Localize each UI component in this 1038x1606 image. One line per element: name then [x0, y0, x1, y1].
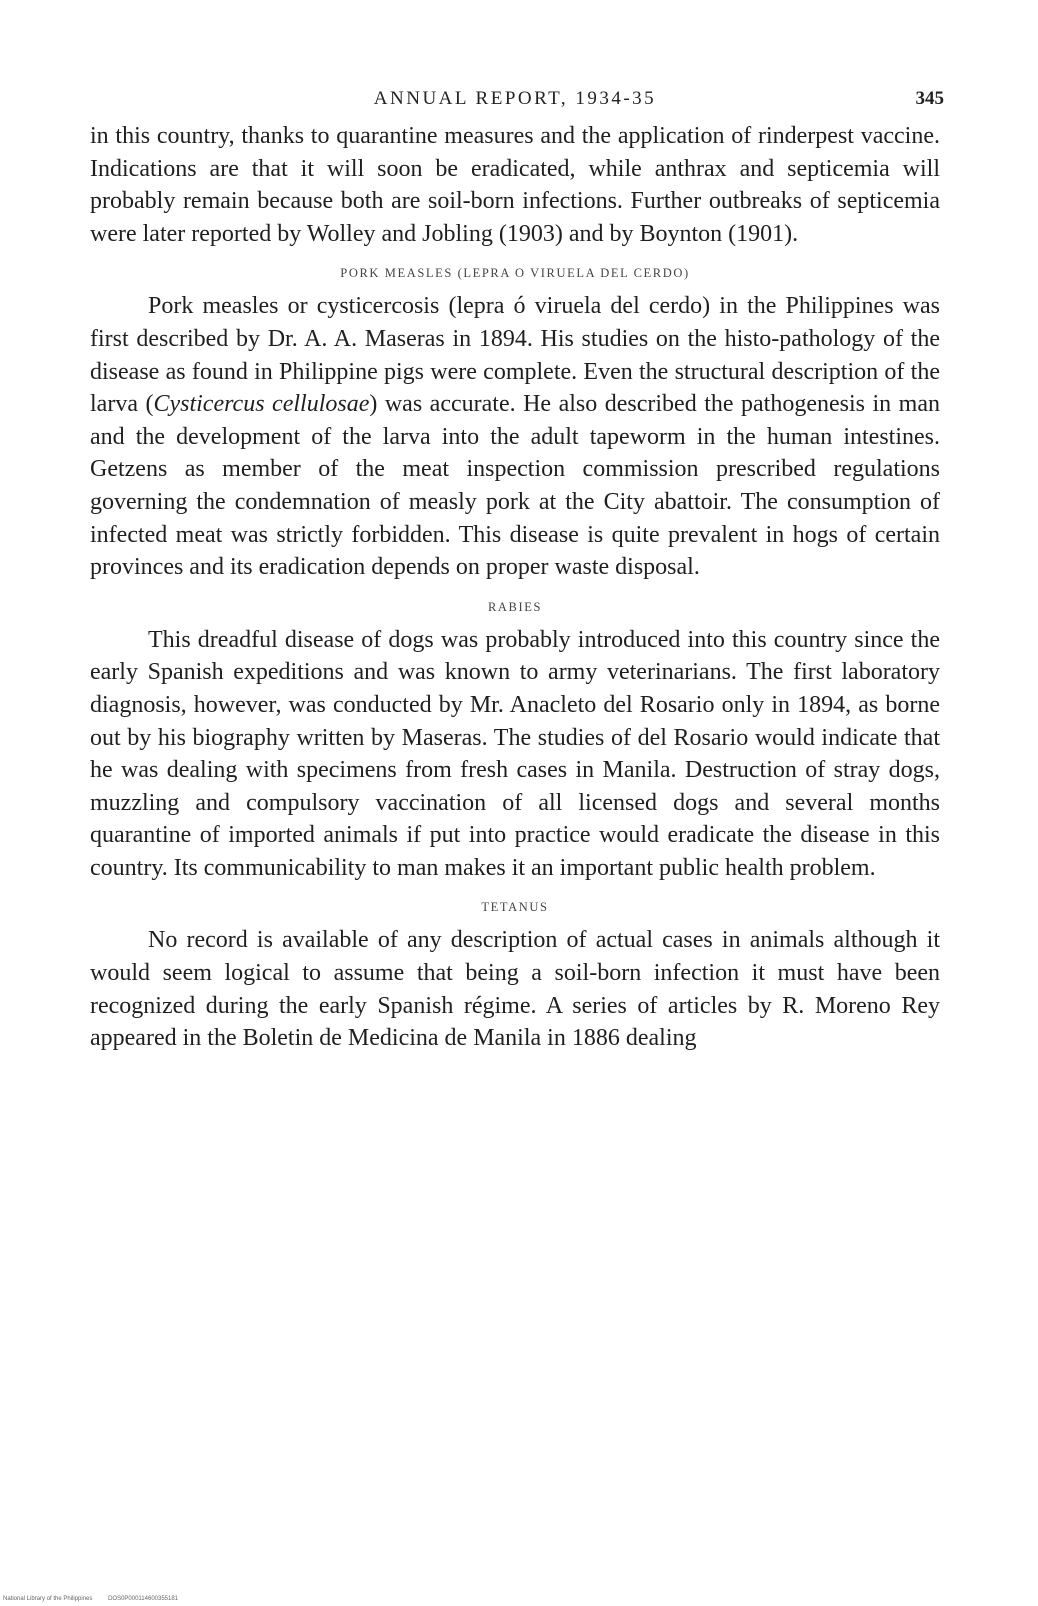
section-heading-tetanus: TETANUS: [481, 900, 549, 915]
section-heading-rabies: RABIES: [487, 599, 543, 614]
footer-code: DOS0P000114600355181: [108, 1596, 179, 1602]
section-heading-pork-measles: PORK MEASLES (LEPRA O VIRUELA DEL CERDO): [340, 266, 690, 281]
paragraph-rabies: This dreadful disease of dogs was probably introduced into this country since the early Spanish expeditions and was known to army veterinarians. The first laboratory diagnosis, however, was conducted by Mr. Anacleto del Rosario only in 1894, as borne out by his biography written by Maseras. The studies of del Rosario would indicate that he was dealing with specimens from fresh cases in Manila. Destruction of stray dogs, muzzling and compulsory vaccination of all licensed dogs and several months quarantine of imported animals if put into practice would eradicate the disease in this country. Its communicability to man makes it an important public health problem.: [90, 626, 940, 881]
paragraph-text: ) was accurate. He also described the pathogenesis in man and the development of the larva into the adult tapeworm in the human intestines. Getzens as member of the meat inspection commission prescribed regulations governing the condemnation of measly pork at the City abattoir. The consumption of infected meat was strictly forbidden. This disease is quite prevalent in hogs of certain provinces and its eradication depends on proper waste disposal.: [90, 391, 940, 581]
running-head: ANNUAL REPORT, 1934-35: [373, 88, 657, 109]
scan-footer: [3, 1596, 178, 1602]
paragraph-text: Pork measles or cysticercosis (lepra ó viruela del cerdo) in the Philippines was first described by Dr. A. A. Maseras in 1894. His studies on the histo-pathology of the disease as found in Philippine pigs were complete. Even the structural description of the larva (: [90, 293, 940, 418]
document-page: [90, 80, 944, 1055]
paragraph-pork-measles: [90, 290, 940, 583]
paragraph-continuation: in this country, thanks to quarantine measures and the application of rinderpest vaccine. Indications are that it will soon be eradicated, while anthrax and septicemia will probably remain because both are soil-born infections. Further outbreaks of septicemia were later reported by Wolley and Jobling (1903) and by Boynton (1901).: [90, 123, 940, 247]
page-header: [90, 80, 944, 120]
page-number: 345: [915, 88, 944, 109]
page-body: [90, 120, 940, 1055]
footer-library: National Library of the Philippines: [3, 1596, 93, 1602]
paragraph-tetanus: No record is available of any description of actual cases in animals although it would seem logical to assume that being a soil-born infection it must have been recognized during the early Spanish régime. A series of articles by R. Moreno Rey appeared in the Boletin de Medicina de Manila in 1886 dealing: [90, 927, 940, 1052]
species-name: Cysticercus cellulosae: [153, 391, 370, 418]
